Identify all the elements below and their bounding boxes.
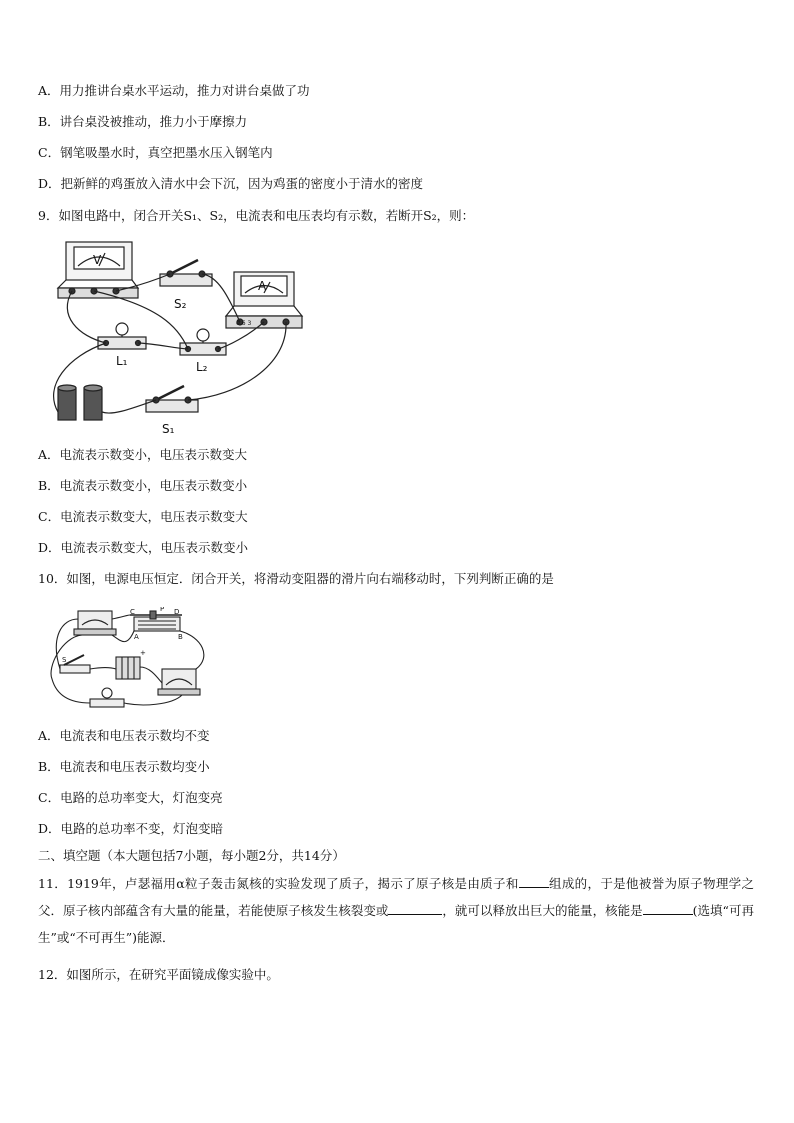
q11-part1: 11．1919年，卢瑟福用α粒子轰击氮核的实验发现了质子，揭示了原子核是由质子和: [38, 876, 519, 891]
rheostat-c-label: C: [130, 608, 135, 616]
q11-part4: (选填“可再生”或“不可再生”)能源．: [38, 903, 754, 945]
q10-option-c: C．电路的总功率变大，灯泡变亮: [38, 790, 223, 805]
s1-label: S₁: [162, 422, 175, 436]
lamp-l1-icon: [98, 323, 146, 349]
ammeter-label: A: [258, 279, 267, 293]
q8-option-b: B．讲台桌没被推动，推力小于摩擦力: [38, 114, 248, 129]
q10-option-d: D．电路的总功率不变，灯泡变暗: [38, 821, 224, 836]
q9-option-b: B．电流表示数变小，电压表示数变小: [38, 478, 248, 493]
q8-option-a: A．用力推讲台桌水平运动，推力对讲台桌做了功: [38, 83, 310, 98]
q11-text: [38, 870, 754, 951]
q12-stem: 12．如图所示，在研究平面镜成像实验中。: [38, 967, 279, 982]
q10-option-a: A．电流表和电压表示数均不变: [38, 728, 210, 743]
ammeter-terminal-labels: 0.6 3: [236, 320, 252, 327]
rheostat-b-label: B: [178, 633, 183, 641]
voltmeter-label: V: [93, 253, 102, 267]
q10-stem: 10．如图，电源电压恒定．闭合开关，将滑动变阻器的滑片向右端移动时，下列判断正确的是: [38, 571, 554, 586]
q11-blank-2[interactable]: [388, 901, 442, 915]
switch-s2-icon: [160, 260, 212, 286]
q11-part3: ，就可以释放出巨大的能量，核能是: [442, 903, 643, 918]
l1-label: L₁: [116, 354, 128, 368]
battery-icon: [58, 385, 102, 420]
q10-option-b: B．电流表和电压表示数均变小: [38, 759, 210, 774]
rheostat-p-label: P: [160, 607, 165, 613]
rheostat-d-label: D: [174, 608, 180, 616]
section2-heading: 二、填空题（本大题包括7小题，每小题2分，共14分）: [38, 848, 345, 863]
q9-option-d: D．电流表示数变大，电压表示数变小: [38, 540, 249, 555]
q10-switch-s-label: S: [62, 656, 67, 664]
q9-circuit-figure: [38, 236, 308, 438]
voltmeter-icon: [58, 242, 138, 298]
l2-label: L₂: [196, 360, 208, 374]
q10-circuit-figure: [42, 607, 222, 711]
q10-voltmeter-icon: [74, 611, 116, 635]
q10-lamp-icon: [90, 688, 124, 707]
q9-stem: 9．如图电路中，闭合开关S₁、S₂，电流表和电压表均有示数，若断开S₂，则：: [38, 208, 475, 223]
q8-option-c: C．钢笔吸墨水时，真空把墨水压入钢笔内: [38, 145, 273, 160]
q11-blank-1[interactable]: [519, 874, 549, 888]
q9-option-c: C．电流表示数变大，电压表示数变大: [38, 509, 248, 524]
rheostat-a-label: A: [134, 633, 139, 641]
q10-ammeter-icon: [158, 669, 200, 695]
q9-option-a: A．电流表示数变小，电压表示数变大: [38, 447, 248, 462]
q11-blank-3[interactable]: [643, 901, 693, 915]
q10-battery-icon: [116, 657, 140, 679]
q8-option-d: D．把新鲜的鸡蛋放入清水中会下沉，因为鸡蛋的密度小于清水的密度: [38, 176, 424, 191]
s2-label: S₂: [174, 297, 187, 311]
lamp-l2-icon: [180, 329, 226, 355]
q11-part2: 组成的，于是他被誉为原子物理学之父．原子核内部蕴含有大量的能量，若能使原子核发生核裂变或: [38, 876, 754, 918]
battery-plus-label: +: [140, 649, 146, 657]
switch-s1-icon: [146, 386, 198, 412]
